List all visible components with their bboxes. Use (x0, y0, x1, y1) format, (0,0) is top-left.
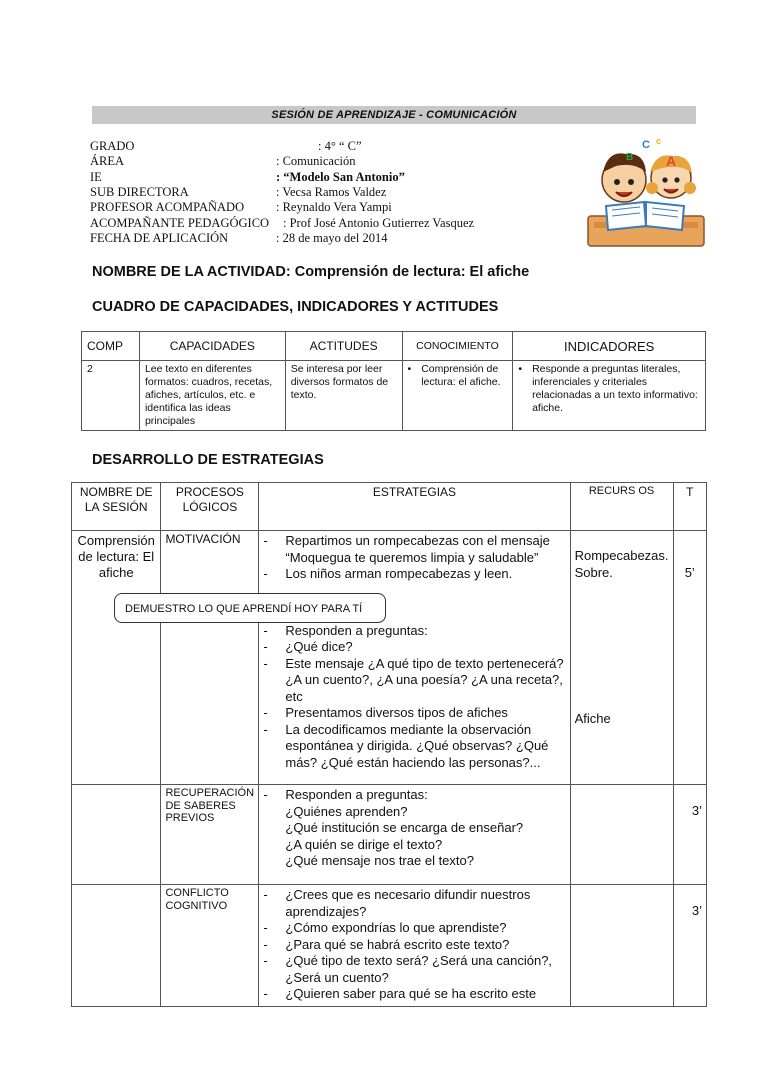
question-line: ¿Qué institución se encarga de enseñar? (285, 820, 524, 835)
strategy-item (263, 639, 565, 656)
info-label: ACOMPAÑANTE PEDAGÓGICO (90, 215, 270, 230)
header-t: T (673, 483, 706, 531)
question-line: ¿A quién se dirige el texto? (285, 836, 443, 852)
bullet-icon: • (518, 363, 523, 375)
dash-mark: - (263, 705, 268, 720)
dash-mark: - (263, 655, 268, 671)
strategy-line: Responden a preguntas: (285, 787, 428, 802)
recuperacion-row (72, 785, 707, 885)
dash-mark: - (263, 639, 268, 654)
indicadores-value: Responde a preguntas literales, inferenciales y criteriales relacionadas a un texto informativo: afiche. (532, 363, 698, 414)
dash-mark: - (263, 953, 268, 968)
strategy-line: Presentamos diversos tipos de afiches (285, 705, 508, 720)
capacities-header-row (82, 332, 706, 361)
info-label: PROFESOR ACOMPAÑADO (90, 200, 245, 215)
info-value: : 28 de mayo del 2014 (276, 230, 388, 245)
strategy-item (263, 623, 565, 640)
info-label: SUB DIRECTORA (90, 184, 189, 199)
capacidades-value: Lee texto en diferentes formatos: cuadros, recetas, afiches, artículos, etc. e identifica las ideas principales (139, 361, 285, 431)
strategies-title: DESARROLLO DE ESTRATEGIAS (92, 452, 324, 468)
motivacion-recursos-cell (570, 531, 673, 785)
strategy-line: ¿Qué dice? (285, 639, 353, 654)
dash-mark: - (263, 986, 268, 1001)
strategy-line: ¿Qué tipo de texto será? ¿Será una canción?, ¿Será un cuento? (285, 953, 553, 985)
header-recursos: RECURS OS (570, 483, 673, 531)
motivacion-strategies (259, 531, 570, 785)
strategy-item (263, 986, 565, 1003)
question-line: ¿Quiénes aprenden? (285, 803, 408, 819)
strategy-item (263, 722, 565, 772)
recuperacion-tiempo: 3’ (673, 785, 706, 885)
info-value: : “Modelo San Antonio” (276, 169, 405, 184)
strategy-line: La decodificamos mediante la observación espontánea y dirigida. ¿Qué observas? ¿Qué más? ¿Qué están haciendo las personas?... (285, 721, 549, 770)
dash-mark: - (263, 721, 268, 737)
dash-mark: - (263, 936, 268, 952)
conflicto-recursos (570, 885, 673, 1007)
letter-small-c-glyph: c (656, 136, 662, 146)
header-nombre-sesion: NOMBRE DE LA SESIÓN (72, 483, 161, 531)
info-value: : Prof José Antonio Gutierrez Vasquez (283, 215, 475, 230)
strategy-item (263, 533, 565, 566)
strategy-line: Los niños arman rompecabezas y leen. (285, 566, 513, 581)
motivacion-row (72, 531, 707, 785)
strategy-line: Responden a preguntas: (285, 622, 428, 638)
recuperacion-strategies (259, 785, 570, 885)
dash-mark: - (263, 920, 268, 935)
info-value: : 4° “ C” (318, 139, 362, 153)
strategy-line: ¿Crees que es necesario difundir nuestros aprendizajes? (285, 887, 531, 919)
strategy-line: ¿Quieren saber para qué se ha escrito este (285, 986, 537, 1001)
recuperacion-recursos (570, 785, 673, 885)
header-estrategias: ESTRATEGIAS (259, 483, 570, 531)
strategy-item (263, 953, 565, 986)
conflicto-tiempo: 3’ (673, 885, 706, 1007)
session-name: Comprensión de lectura: El afiche (72, 531, 161, 785)
session-banner: SESIÓN DE APRENDIZAJE - COMUNICACIÓN (92, 106, 696, 124)
proceso-recuperacion: RECUPERACIÓN DE SABERES PREVIOS (161, 785, 259, 885)
conocimiento-value: Comprensión de lectura: el afiche. (421, 363, 501, 388)
info-label: ÁREA (90, 154, 125, 169)
conocimiento-cell (402, 361, 513, 431)
strategy-item (263, 887, 565, 920)
strategy-item (263, 705, 565, 722)
capacities-row (82, 361, 706, 431)
info-value: : Vecsa Ramos Valdez (276, 184, 387, 199)
letter-c-glyph: C (642, 139, 650, 151)
info-label: FECHA DE APLICACIÓN (90, 230, 229, 245)
strategy-item (263, 937, 565, 954)
header-actitudes: ACTITUDES (285, 332, 402, 361)
empty-session-cell (72, 885, 161, 1007)
strategy-line: Este mensaje ¿A qué tipo de texto pertenecerá? ¿A un cuento?, ¿A una poesía? ¿A una receta?, etc (285, 655, 564, 704)
strategies-header-row (72, 483, 707, 531)
conflicto-strategies (259, 885, 570, 1007)
strategy-line: ¿Para qué se habrá escrito este texto? (285, 936, 510, 952)
motivacion-tiempo: 5’ (673, 531, 706, 785)
activity-title: NOMBRE DE LA ACTIVIDAD: Comprensión de lectura: El afiche (92, 264, 530, 280)
header-conocimiento: CONOCIMIENTO (402, 332, 513, 361)
strategy-line: Repartimos un rompecabezas con el mensaje “Moquegua te queremos limpia y saludable” (285, 533, 550, 565)
info-label: IE (90, 169, 102, 184)
kids-reading-illustration (586, 132, 706, 250)
comp-value: 2 (82, 361, 140, 431)
proceso-conflicto: CONFLICTO COGNITIVO (161, 885, 259, 1007)
capacities-title: CUADRO DE CAPACIDADES, INDICADORES Y ACTITUDES (92, 299, 499, 315)
header-indicadores: INDICADORES (513, 332, 706, 361)
proceso-motivacion: MOTIVACIÓN (161, 531, 259, 785)
header-procesos: PROCESOS LÓGICOS (161, 483, 259, 531)
strategy-line: ¿Cómo expondrías lo que aprendiste? (285, 920, 507, 935)
recursos-afiche: Afiche (574, 711, 611, 726)
info-label: GRADO (90, 139, 135, 153)
strategy-item (263, 920, 565, 937)
conflicto-row (72, 885, 707, 1007)
dash-mark: - (263, 787, 268, 802)
letter-b-glyph: B (626, 152, 634, 163)
header-capacidades: CAPACIDADES (139, 332, 285, 361)
empty-session-cell (72, 785, 161, 885)
question-line: ¿Qué mensaje nos trae el texto? (285, 853, 474, 868)
strategy-item (263, 566, 565, 583)
dash-mark: - (263, 622, 268, 638)
letter-a-glyph: A (666, 153, 677, 169)
dash-mark: - (263, 533, 268, 548)
capacities-table (81, 331, 706, 431)
dash-mark: - (263, 566, 268, 581)
callout-box: DEMUESTRO LO QUE APRENDÍ HOY PARA TÍ (114, 593, 386, 623)
info-value: : Comunicación (276, 154, 356, 169)
recursos-rompecabezas: Rompecabezas. Sobre. (574, 548, 669, 580)
strategies-table (71, 482, 707, 1007)
strategy-item (263, 656, 565, 706)
info-value: : Reynaldo Vera Yampi (276, 200, 392, 215)
indicadores-cell (513, 361, 706, 431)
dash-mark: - (263, 887, 268, 902)
actitudes-value: Se interesa por leer diversos formatos de texto. (285, 361, 402, 431)
header-comp: COMP (82, 332, 140, 361)
bullet-icon: • (407, 363, 412, 375)
